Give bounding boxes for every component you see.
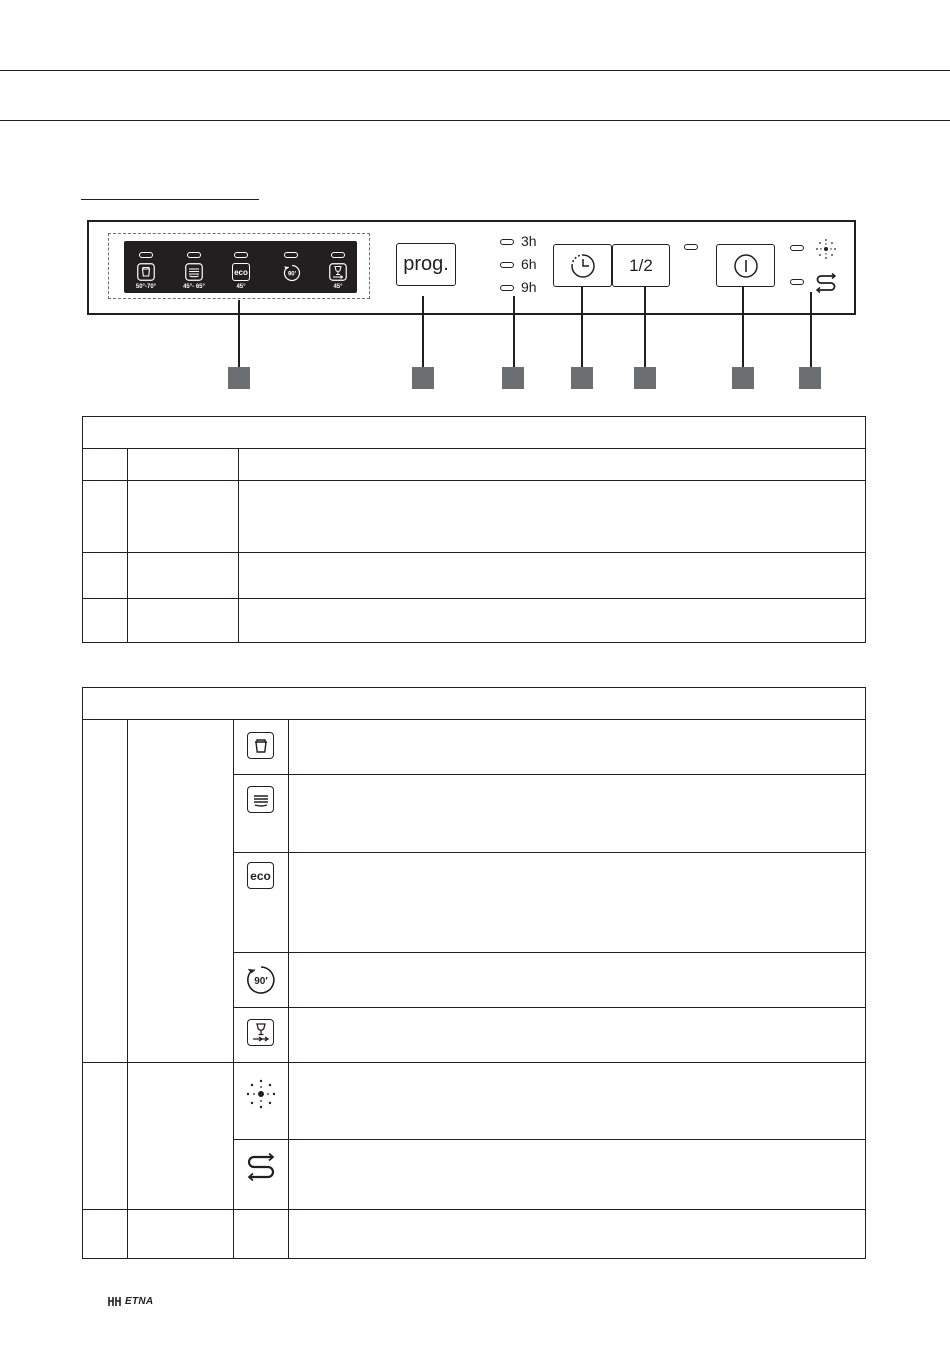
rinse-aid-led (790, 245, 804, 251)
delay-start-button[interactable] (553, 244, 612, 287)
callout-box-2 (412, 367, 434, 389)
table-eco-label: eco (250, 868, 271, 883)
table-rapid-90-icon (246, 965, 276, 995)
glass-icon (329, 263, 347, 281)
half-load-led (684, 244, 698, 250)
delay-label-3h: 3h (521, 233, 537, 249)
program-led-4 (284, 252, 298, 258)
salt-arrows-icon (814, 272, 838, 296)
callout-line-3 (513, 296, 515, 368)
program-temp-5: 45° (333, 284, 343, 290)
callout-line-7 (810, 292, 812, 368)
power-icon (733, 253, 759, 279)
program-temp-2: 45°- 65° (183, 284, 205, 290)
clock-icon (570, 253, 596, 279)
callout-box-4 (571, 367, 593, 389)
rapid-90-label: 90' (287, 271, 297, 278)
section-heading-underline (81, 199, 259, 200)
stacked-plates-icon (185, 263, 203, 281)
program-temp-3: 45° (236, 284, 246, 290)
half-load-button[interactable] (612, 244, 670, 287)
header-bottom-rule (0, 120, 950, 121)
table-eco-icon (247, 862, 274, 889)
etna-logo-mark (108, 1295, 124, 1307)
program-led-3 (234, 252, 248, 258)
etna-logo-text: ETNA (125, 1295, 154, 1307)
delay-led-9h (500, 285, 514, 291)
header-top-rule (0, 70, 950, 71)
program-led-1 (139, 252, 153, 258)
delay-label-9h: 9h (521, 279, 537, 295)
table-stacked-plates-icon (247, 786, 274, 813)
callout-box-5 (634, 367, 656, 389)
table-glass-icon (247, 1019, 274, 1046)
callout-line-6 (742, 287, 744, 368)
etna-logo (108, 1295, 153, 1307)
callout-line-5 (644, 287, 646, 368)
rapid-90-icon (283, 264, 301, 282)
callout-box-7 (799, 367, 821, 389)
program-led-2 (187, 252, 201, 258)
rinse-aid-sparkle-icon (814, 237, 838, 261)
pot-icon (137, 263, 155, 281)
salt-led (790, 279, 804, 285)
callout-line-1 (238, 300, 240, 368)
program-led-5 (331, 252, 345, 258)
callout-box-1 (228, 367, 250, 389)
delay-led-3h (500, 239, 514, 245)
delay-label-6h: 6h (521, 256, 537, 272)
callout-line-2 (422, 296, 424, 368)
program-button-label: prog. (403, 253, 449, 275)
half-load-label: 1/2 (629, 255, 653, 275)
power-button[interactable] (716, 244, 775, 287)
callout-box-3 (502, 367, 524, 389)
table-salt-arrows-icon (245, 1152, 277, 1184)
table-rapid-90-label: 90′ (254, 976, 268, 987)
delay-led-6h (500, 262, 514, 268)
eco-icon-label: eco (234, 267, 248, 277)
callout-box-6 (732, 367, 754, 389)
program-temp-1: 50°-70° (135, 284, 157, 290)
table-pot-icon (247, 732, 274, 759)
program-button[interactable] (396, 243, 456, 286)
table-rinse-aid-sparkle-icon (244, 1077, 278, 1111)
callout-line-4 (581, 287, 583, 368)
eco-icon (232, 263, 250, 281)
